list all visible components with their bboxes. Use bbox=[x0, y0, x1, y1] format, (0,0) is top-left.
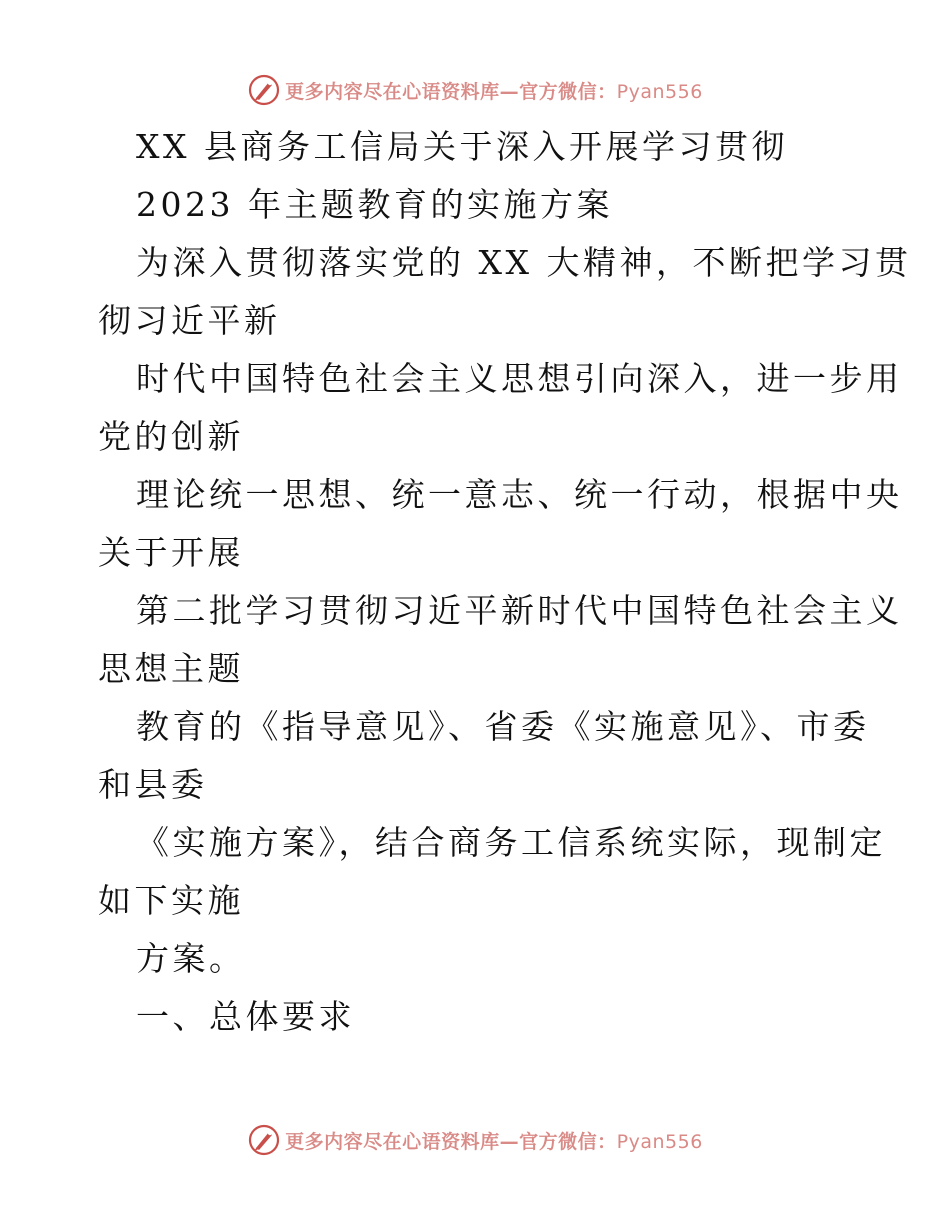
document-line: 思想主题 bbox=[98, 649, 244, 688]
document-line: 关于开展 bbox=[98, 533, 244, 572]
document-body bbox=[98, 118, 912, 1046]
watermark-text: 更多内容尽在心语资料库—官方微信：Pyan556 bbox=[285, 80, 703, 103]
document-line: 彻习近平新 bbox=[98, 301, 281, 340]
document-line: 方案。 bbox=[136, 939, 246, 978]
document-line: 如下实施 bbox=[98, 881, 244, 920]
document-line: 和县委 bbox=[98, 765, 208, 804]
document-line: 时代中国特色社会主义思想引向深入，进一步用 bbox=[136, 359, 903, 398]
document-line: XX 县商务工信局关于深入开展学习贯彻 bbox=[136, 127, 788, 166]
document-line: 2023 年主题教育的实施方案 bbox=[136, 185, 613, 224]
document-line: 教育的《指导意见》、省委《实施意见》、市委 bbox=[136, 707, 870, 746]
quill-pen-logo-icon bbox=[247, 1123, 281, 1157]
document-line: 党的创新 bbox=[98, 417, 244, 456]
watermark-text: 更多内容尽在心语资料库—官方微信：Pyan556 bbox=[285, 1130, 703, 1153]
document-line: 为深入贯彻落实党的 XX 大精神，不断把学习贯 bbox=[136, 243, 912, 282]
watermark-footer bbox=[0, 1120, 950, 1160]
document-line: 第二批学习贯彻习近平新时代中国特色社会主义 bbox=[136, 591, 903, 630]
quill-pen-logo-icon bbox=[247, 73, 281, 107]
document-line: 一、总体要求 bbox=[136, 997, 355, 1036]
watermark-header bbox=[0, 70, 950, 110]
document-line: 理论统一思想、统一意志、统一行动，根据中央 bbox=[136, 475, 903, 514]
document-line: 《实施方案》，结合商务工信系统实际，现制定 bbox=[136, 823, 886, 862]
